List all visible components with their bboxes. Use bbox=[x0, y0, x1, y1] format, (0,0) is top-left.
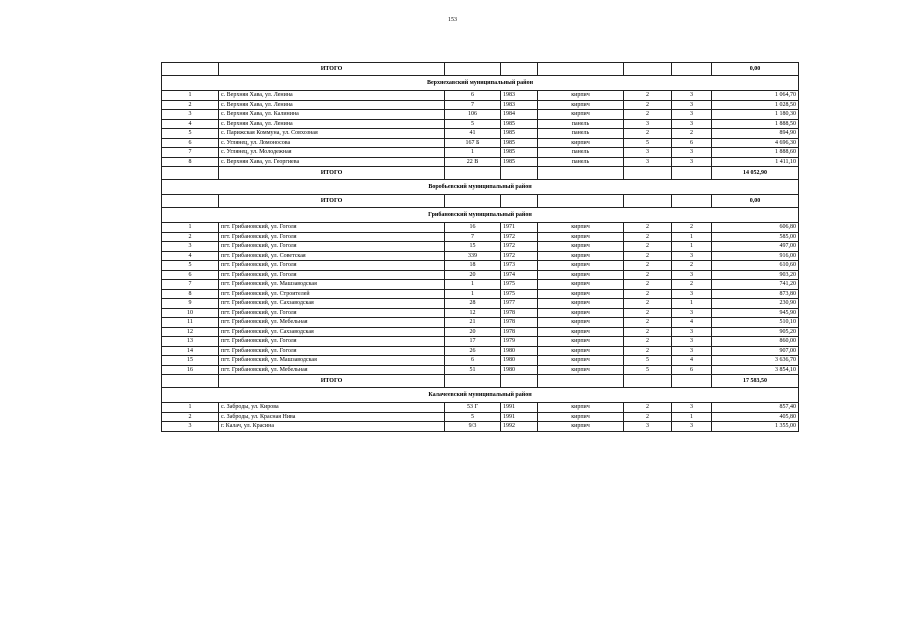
year-cell: 1985 bbox=[501, 119, 538, 129]
entrances-cell: 1 bbox=[672, 299, 712, 309]
material-cell: кирпич bbox=[538, 289, 624, 299]
address-cell: пгт. Грибановский, ул. Мебельная bbox=[219, 365, 445, 375]
house-number-cell: 28 bbox=[445, 299, 501, 309]
total-empty-cell bbox=[538, 167, 624, 180]
total-empty-cell bbox=[445, 195, 501, 208]
entrances-cell: 2 bbox=[672, 223, 712, 233]
table-row bbox=[162, 91, 799, 101]
house-number-cell: 9/3 bbox=[445, 422, 501, 432]
floors-cell: 2 bbox=[624, 100, 672, 110]
year-cell: 1985 bbox=[501, 148, 538, 158]
table-body bbox=[162, 63, 799, 432]
table-row bbox=[162, 157, 799, 167]
total-empty-cell bbox=[672, 195, 712, 208]
row-number: 12 bbox=[162, 327, 219, 337]
district-header-row bbox=[162, 388, 799, 403]
row-number: 9 bbox=[162, 299, 219, 309]
floors-cell: 2 bbox=[624, 232, 672, 242]
total-amount: 17 583,50 bbox=[712, 375, 799, 388]
address-cell: пгт. Грибановский, ул. Машзаводская bbox=[219, 280, 445, 290]
table-row bbox=[162, 119, 799, 129]
address-cell: пгт. Грибановский, ул. Советская bbox=[219, 251, 445, 261]
row-number: 6 bbox=[162, 270, 219, 280]
material-cell: кирпич bbox=[538, 261, 624, 271]
house-number-cell: 1 bbox=[445, 148, 501, 158]
address-cell: пгт. Грибановский, ул. Гоголя bbox=[219, 337, 445, 347]
sum-cell: 230,90 bbox=[712, 299, 799, 309]
row-number: 10 bbox=[162, 308, 219, 318]
entrances-cell: 3 bbox=[672, 251, 712, 261]
house-number-cell: 167 Б bbox=[445, 138, 501, 148]
row-number: 7 bbox=[162, 148, 219, 158]
entrances-cell: 1 bbox=[672, 242, 712, 252]
entrances-cell: 3 bbox=[672, 110, 712, 120]
district-header-row bbox=[162, 208, 799, 223]
row-number: 8 bbox=[162, 289, 219, 299]
entrances-cell: 2 bbox=[672, 129, 712, 139]
year-cell: 1991 bbox=[501, 403, 538, 413]
sum-cell: 894,90 bbox=[712, 129, 799, 139]
floors-cell: 2 bbox=[624, 270, 672, 280]
entrances-cell: 3 bbox=[672, 337, 712, 347]
floors-cell: 2 bbox=[624, 318, 672, 328]
year-cell: 1983 bbox=[501, 100, 538, 110]
row-number: 1 bbox=[162, 403, 219, 413]
house-number-cell: 26 bbox=[445, 346, 501, 356]
sum-cell: 857,40 bbox=[712, 403, 799, 413]
year-cell: 1972 bbox=[501, 251, 538, 261]
row-number: 4 bbox=[162, 119, 219, 129]
total-label: ИТОГО bbox=[219, 375, 445, 388]
year-cell: 1985 bbox=[501, 129, 538, 139]
address-cell: пгт. Грибановский, ул. Гоголя bbox=[219, 308, 445, 318]
material-cell: кирпич bbox=[538, 270, 624, 280]
address-cell: пгт. Грибановский, ул. Гоголя bbox=[219, 232, 445, 242]
address-cell: пгт. Грибановский, ул. Гоголя bbox=[219, 242, 445, 252]
total-amount: 0,00 bbox=[712, 63, 799, 76]
row-number: 8 bbox=[162, 157, 219, 167]
entrances-cell: 1 bbox=[672, 412, 712, 422]
entrances-cell: 4 bbox=[672, 356, 712, 366]
year-cell: 1983 bbox=[501, 91, 538, 101]
sum-cell: 610,60 bbox=[712, 261, 799, 271]
entrances-cell: 3 bbox=[672, 289, 712, 299]
total-label: ИТОГО bbox=[219, 63, 445, 76]
total-empty-cell bbox=[162, 167, 219, 180]
house-number-cell: 16 bbox=[445, 223, 501, 233]
row-number: 3 bbox=[162, 110, 219, 120]
material-cell: кирпич bbox=[538, 251, 624, 261]
year-cell: 1972 bbox=[501, 232, 538, 242]
floors-cell: 5 bbox=[624, 365, 672, 375]
floors-cell: 2 bbox=[624, 129, 672, 139]
sum-cell: 1 064,70 bbox=[712, 91, 799, 101]
floors-cell: 2 bbox=[624, 289, 672, 299]
table-row bbox=[162, 289, 799, 299]
year-cell: 1978 bbox=[501, 318, 538, 328]
address-cell: пгт. Грибановский, ул. Машзаводская bbox=[219, 356, 445, 366]
year-cell: 1975 bbox=[501, 289, 538, 299]
floors-cell: 2 bbox=[624, 91, 672, 101]
material-cell: кирпич bbox=[538, 337, 624, 347]
table-row bbox=[162, 251, 799, 261]
year-cell: 1972 bbox=[501, 242, 538, 252]
row-number: 2 bbox=[162, 232, 219, 242]
entrances-cell: 3 bbox=[672, 327, 712, 337]
address-cell: с. Заброды, ул. Красная Нива bbox=[219, 412, 445, 422]
entrances-cell: 3 bbox=[672, 119, 712, 129]
total-label: ИТОГО bbox=[219, 195, 445, 208]
table-row bbox=[162, 100, 799, 110]
table-row bbox=[162, 232, 799, 242]
table-row bbox=[162, 346, 799, 356]
floors-cell: 2 bbox=[624, 337, 672, 347]
floors-cell: 2 bbox=[624, 346, 672, 356]
house-number-cell: 18 bbox=[445, 261, 501, 271]
material-cell: кирпич bbox=[538, 346, 624, 356]
sum-cell: 907,00 bbox=[712, 346, 799, 356]
material-cell: кирпич bbox=[538, 110, 624, 120]
sum-cell: 1 888,50 bbox=[712, 119, 799, 129]
material-cell: кирпич bbox=[538, 280, 624, 290]
total-row bbox=[162, 195, 799, 208]
table-row bbox=[162, 280, 799, 290]
total-empty-cell bbox=[501, 63, 538, 76]
year-cell: 1991 bbox=[501, 412, 538, 422]
table-row bbox=[162, 403, 799, 413]
address-cell: пгт. Грибановский, ул. Строителей bbox=[219, 289, 445, 299]
sum-cell: 1 180,30 bbox=[712, 110, 799, 120]
sum-cell: 585,00 bbox=[712, 232, 799, 242]
total-empty-cell bbox=[501, 195, 538, 208]
house-number-cell: 7 bbox=[445, 100, 501, 110]
year-cell: 1992 bbox=[501, 422, 538, 432]
row-number: 3 bbox=[162, 242, 219, 252]
sum-cell: 497,00 bbox=[712, 242, 799, 252]
total-empty-cell bbox=[672, 63, 712, 76]
district-title: Верхнехавский муниципальный район bbox=[162, 76, 799, 91]
sum-cell: 1 411,10 bbox=[712, 157, 799, 167]
table-row bbox=[162, 337, 799, 347]
row-number: 13 bbox=[162, 337, 219, 347]
year-cell: 1985 bbox=[501, 157, 538, 167]
year-cell: 1977 bbox=[501, 299, 538, 309]
sum-cell: 4 696,30 bbox=[712, 138, 799, 148]
table-row bbox=[162, 148, 799, 158]
material-cell: кирпич bbox=[538, 91, 624, 101]
total-row bbox=[162, 63, 799, 76]
entrances-cell: 2 bbox=[672, 261, 712, 271]
entrances-cell: 3 bbox=[672, 308, 712, 318]
entrances-cell: 4 bbox=[672, 318, 712, 328]
table-row bbox=[162, 110, 799, 120]
year-cell: 1980 bbox=[501, 346, 538, 356]
sum-cell: 916,00 bbox=[712, 251, 799, 261]
district-title: Воробьевский муниципальный район bbox=[162, 180, 799, 195]
sum-cell: 1 355,00 bbox=[712, 422, 799, 432]
entrances-cell: 3 bbox=[672, 403, 712, 413]
address-cell: с. Верхняя Хава, ул. Калинина bbox=[219, 110, 445, 120]
house-number-cell: 1 bbox=[445, 289, 501, 299]
total-empty-cell bbox=[538, 195, 624, 208]
house-number-cell: 6 bbox=[445, 91, 501, 101]
year-cell: 1984 bbox=[501, 110, 538, 120]
entrances-cell: 1 bbox=[672, 232, 712, 242]
floors-cell: 2 bbox=[624, 280, 672, 290]
year-cell: 1985 bbox=[501, 138, 538, 148]
total-empty-cell bbox=[624, 63, 672, 76]
address-cell: с. Углянец, ул. Молодежная bbox=[219, 148, 445, 158]
table-row bbox=[162, 327, 799, 337]
total-empty-cell bbox=[445, 167, 501, 180]
table-row bbox=[162, 138, 799, 148]
sum-cell: 3 636,70 bbox=[712, 356, 799, 366]
total-empty-cell bbox=[501, 167, 538, 180]
material-cell: кирпич bbox=[538, 327, 624, 337]
sum-cell: 741,20 bbox=[712, 280, 799, 290]
address-cell: пгт. Грибановский, ул. Гоголя bbox=[219, 223, 445, 233]
material-cell: панель bbox=[538, 148, 624, 158]
sum-cell: 405,80 bbox=[712, 412, 799, 422]
address-cell: пгт. Грибановский, ул. Гоголя bbox=[219, 346, 445, 356]
address-cell: с. Верхняя Хава, ул. Георгиева bbox=[219, 157, 445, 167]
total-empty-cell bbox=[445, 375, 501, 388]
table-row bbox=[162, 412, 799, 422]
material-cell: кирпич bbox=[538, 356, 624, 366]
row-number: 7 bbox=[162, 280, 219, 290]
entrances-cell: 2 bbox=[672, 280, 712, 290]
year-cell: 1978 bbox=[501, 327, 538, 337]
house-number-cell: 7 bbox=[445, 232, 501, 242]
row-number: 11 bbox=[162, 318, 219, 328]
table-row bbox=[162, 129, 799, 139]
address-cell: пгт. Грибановский, ул. Сахзаводская bbox=[219, 327, 445, 337]
sum-cell: 945,90 bbox=[712, 308, 799, 318]
row-number: 1 bbox=[162, 223, 219, 233]
house-number-cell: 106 bbox=[445, 110, 501, 120]
address-cell: с. Углянец, ул. Ломоносова bbox=[219, 138, 445, 148]
floors-cell: 3 bbox=[624, 119, 672, 129]
row-number: 1 bbox=[162, 91, 219, 101]
address-cell: пгт. Грибановский, ул. Гоголя bbox=[219, 270, 445, 280]
material-cell: кирпич bbox=[538, 100, 624, 110]
sum-cell: 3 854,10 bbox=[712, 365, 799, 375]
row-number: 4 bbox=[162, 251, 219, 261]
material-cell: кирпич bbox=[538, 138, 624, 148]
table-row bbox=[162, 270, 799, 280]
material-cell: кирпич bbox=[538, 308, 624, 318]
material-cell: кирпич bbox=[538, 422, 624, 432]
material-cell: кирпич bbox=[538, 403, 624, 413]
total-empty-cell bbox=[162, 195, 219, 208]
floors-cell: 2 bbox=[624, 251, 672, 261]
sum-cell: 606,80 bbox=[712, 223, 799, 233]
house-number-cell: 22 В bbox=[445, 157, 501, 167]
district-title: Калачеевский муниципальный район bbox=[162, 388, 799, 403]
material-cell: панель bbox=[538, 157, 624, 167]
house-number-cell: 12 bbox=[445, 308, 501, 318]
address-cell: с. Парижская Коммуна, ул. Совхозная bbox=[219, 129, 445, 139]
housing-table bbox=[161, 62, 799, 432]
floors-cell: 2 bbox=[624, 299, 672, 309]
material-cell: кирпич bbox=[538, 299, 624, 309]
table-row bbox=[162, 365, 799, 375]
house-number-cell: 5 bbox=[445, 412, 501, 422]
row-number: 2 bbox=[162, 412, 219, 422]
house-number-cell: 5 bbox=[445, 119, 501, 129]
sum-cell: 860,00 bbox=[712, 337, 799, 347]
floors-cell: 2 bbox=[624, 223, 672, 233]
total-label: ИТОГО bbox=[219, 167, 445, 180]
total-empty-cell bbox=[538, 375, 624, 388]
year-cell: 1973 bbox=[501, 261, 538, 271]
total-empty-cell bbox=[162, 375, 219, 388]
table-row bbox=[162, 223, 799, 233]
total-row bbox=[162, 167, 799, 180]
floors-cell: 3 bbox=[624, 148, 672, 158]
floors-cell: 2 bbox=[624, 110, 672, 120]
house-number-cell: 339 bbox=[445, 251, 501, 261]
row-number: 16 bbox=[162, 365, 219, 375]
house-number-cell: 15 bbox=[445, 242, 501, 252]
year-cell: 1979 bbox=[501, 337, 538, 347]
total-amount: 14 052,90 bbox=[712, 167, 799, 180]
address-cell: с. Верхняя Хава, ул. Ленина bbox=[219, 119, 445, 129]
sum-cell: 903,20 bbox=[712, 270, 799, 280]
floors-cell: 5 bbox=[624, 138, 672, 148]
floors-cell: 2 bbox=[624, 242, 672, 252]
entrances-cell: 6 bbox=[672, 138, 712, 148]
row-number: 3 bbox=[162, 422, 219, 432]
total-empty-cell bbox=[501, 375, 538, 388]
district-header-row bbox=[162, 180, 799, 195]
material-cell: кирпич bbox=[538, 223, 624, 233]
sum-cell: 873,80 bbox=[712, 289, 799, 299]
total-empty-cell bbox=[445, 63, 501, 76]
house-number-cell: 1 bbox=[445, 280, 501, 290]
sum-cell: 510,10 bbox=[712, 318, 799, 328]
house-number-cell: 17 bbox=[445, 337, 501, 347]
page-number: 153 bbox=[448, 17, 457, 23]
material-cell: панель bbox=[538, 119, 624, 129]
row-number: 14 bbox=[162, 346, 219, 356]
year-cell: 1980 bbox=[501, 365, 538, 375]
total-empty-cell bbox=[672, 375, 712, 388]
address-cell: г. Калач, ул. Красина bbox=[219, 422, 445, 432]
total-empty-cell bbox=[538, 63, 624, 76]
table-row bbox=[162, 318, 799, 328]
table-row bbox=[162, 242, 799, 252]
address-cell: пгт. Грибановский, ул. Гоголя bbox=[219, 261, 445, 271]
floors-cell: 3 bbox=[624, 157, 672, 167]
entrances-cell: 6 bbox=[672, 365, 712, 375]
entrances-cell: 3 bbox=[672, 270, 712, 280]
year-cell: 1975 bbox=[501, 280, 538, 290]
total-empty-cell bbox=[624, 167, 672, 180]
sum-cell: 1 888,60 bbox=[712, 148, 799, 158]
house-number-cell: 53 Г bbox=[445, 403, 501, 413]
entrances-cell: 3 bbox=[672, 422, 712, 432]
floors-cell: 2 bbox=[624, 403, 672, 413]
entrances-cell: 3 bbox=[672, 91, 712, 101]
floors-cell: 5 bbox=[624, 356, 672, 366]
house-number-cell: 6 bbox=[445, 356, 501, 366]
address-cell: пгт. Грибановский, ул. Сахзаводская bbox=[219, 299, 445, 309]
address-cell: пгт. Грибановский, ул. Мебельная bbox=[219, 318, 445, 328]
year-cell: 1974 bbox=[501, 270, 538, 280]
district-title: Грибановский муниципальный район bbox=[162, 208, 799, 223]
row-number: 15 bbox=[162, 356, 219, 366]
entrances-cell: 3 bbox=[672, 100, 712, 110]
table-row bbox=[162, 261, 799, 271]
total-amount: 0,00 bbox=[712, 195, 799, 208]
sum-cell: 905,20 bbox=[712, 327, 799, 337]
house-number-cell: 20 bbox=[445, 327, 501, 337]
address-cell: с. Верхняя Хава, ул. Ленина bbox=[219, 100, 445, 110]
house-number-cell: 21 bbox=[445, 318, 501, 328]
year-cell: 1980 bbox=[501, 356, 538, 366]
table-row bbox=[162, 308, 799, 318]
address-cell: с. Заброды, ул. Кирова bbox=[219, 403, 445, 413]
material-cell: кирпич bbox=[538, 242, 624, 252]
table-row bbox=[162, 299, 799, 309]
row-number: 5 bbox=[162, 261, 219, 271]
total-empty-cell bbox=[672, 167, 712, 180]
entrances-cell: 3 bbox=[672, 346, 712, 356]
material-cell: кирпич bbox=[538, 318, 624, 328]
entrances-cell: 3 bbox=[672, 148, 712, 158]
material-cell: кирпич bbox=[538, 365, 624, 375]
material-cell: панель bbox=[538, 129, 624, 139]
district-header-row bbox=[162, 76, 799, 91]
total-empty-cell bbox=[624, 375, 672, 388]
row-number: 6 bbox=[162, 138, 219, 148]
house-number-cell: 41 bbox=[445, 129, 501, 139]
row-number: 2 bbox=[162, 100, 219, 110]
floors-cell: 2 bbox=[624, 327, 672, 337]
house-number-cell: 51 bbox=[445, 365, 501, 375]
house-number-cell: 20 bbox=[445, 270, 501, 280]
year-cell: 1978 bbox=[501, 308, 538, 318]
material-cell: кирпич bbox=[538, 232, 624, 242]
floors-cell: 2 bbox=[624, 412, 672, 422]
total-empty-cell bbox=[624, 195, 672, 208]
material-cell: кирпич bbox=[538, 412, 624, 422]
year-cell: 1971 bbox=[501, 223, 538, 233]
total-empty-cell bbox=[162, 63, 219, 76]
total-row bbox=[162, 375, 799, 388]
table-row bbox=[162, 356, 799, 366]
floors-cell: 2 bbox=[624, 261, 672, 271]
floors-cell: 2 bbox=[624, 308, 672, 318]
entrances-cell: 3 bbox=[672, 157, 712, 167]
sum-cell: 1 028,50 bbox=[712, 100, 799, 110]
address-cell: с. Верхняя Хава, ул. Ленина bbox=[219, 91, 445, 101]
row-number: 5 bbox=[162, 129, 219, 139]
floors-cell: 3 bbox=[624, 422, 672, 432]
table-row bbox=[162, 422, 799, 432]
